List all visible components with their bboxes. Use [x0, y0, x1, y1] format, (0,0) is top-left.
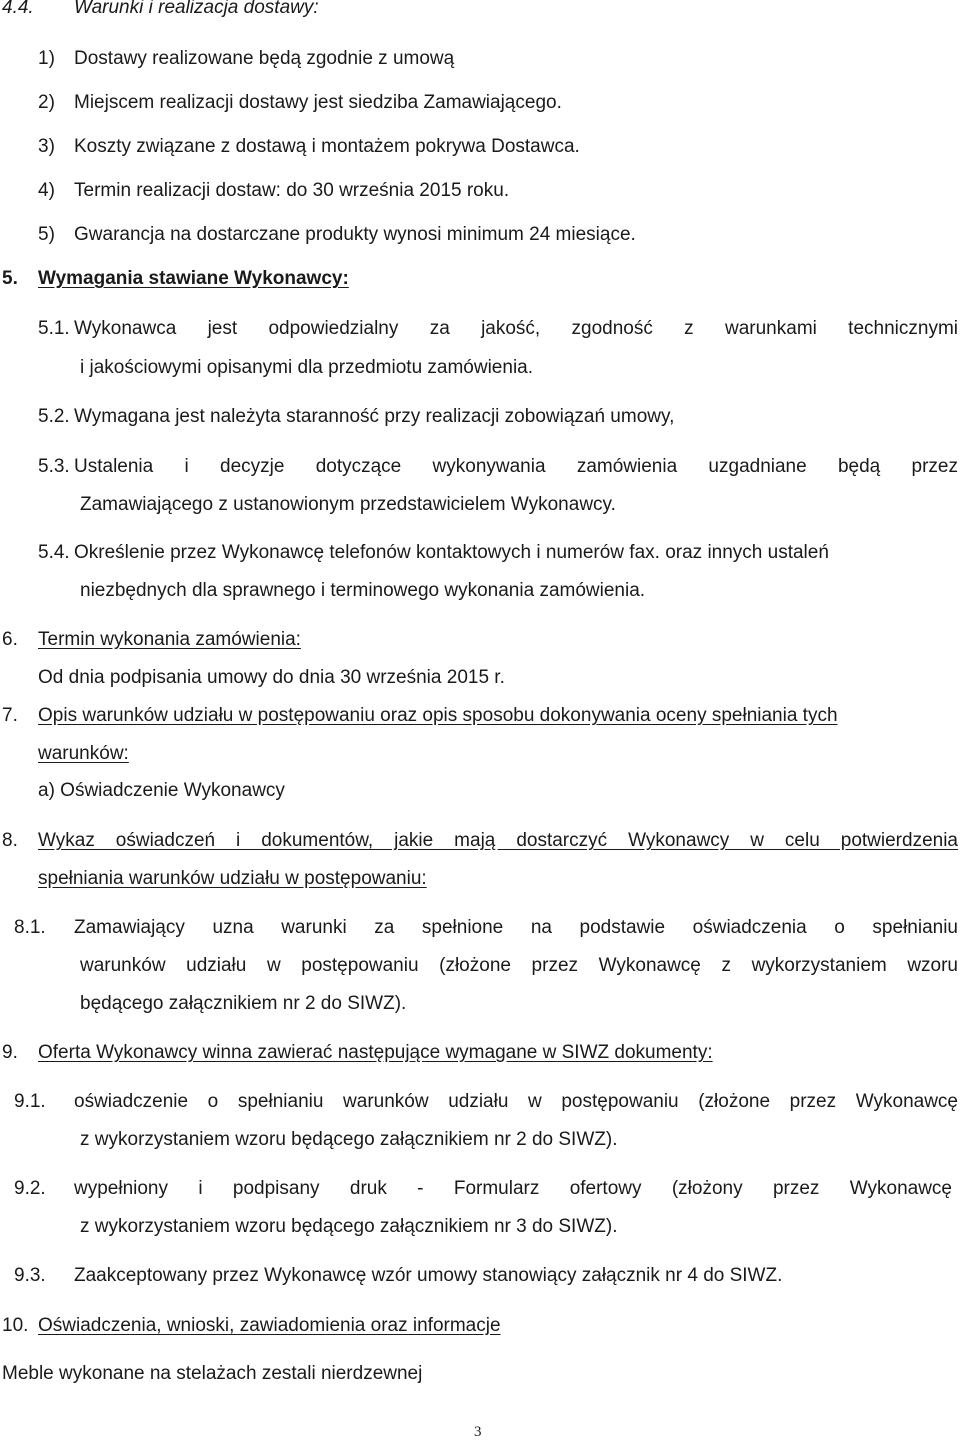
- s9-3-number: 9.3.: [14, 1265, 46, 1286]
- section-8-title-line1: Wykaz oświadczeń i dokumentów, jakie mają dostarczyć Wykonawcy w celu potwierdzenia: [38, 830, 958, 851]
- s5-1-line2: i jakościowymi opisanymi dla przedmiotu zamówienia.: [80, 357, 534, 378]
- section-9-title: Oferta Wykonawcy winna zawierać następujące wymagane w SIWZ dokumenty:: [38, 1042, 713, 1063]
- s5-1-line1: Wykonawca jest odpowiedzialny za jakość, zgodność z warunkami technicznymi: [74, 318, 958, 339]
- list-item: Miejscem realizacji dostawy jest siedziba Zamawiającego.: [74, 92, 562, 113]
- s9-3-line1: Zaakceptowany przez Wykonawcę wzór umowy stanowiący załącznik nr 4 do SIWZ.: [74, 1265, 783, 1286]
- s5-3-line2: Zamawiającego z ustanowionym przedstawicielem Wykonawcy.: [80, 494, 616, 515]
- section-5-number: 5.: [2, 268, 18, 289]
- section-10-title: Oświadczenia, wnioski, zawiadomienia oraz informacje: [38, 1315, 501, 1336]
- s8-1-line1: Zamawiający uzna warunki za spełnione na podstawie oświadczenia o spełnianiu: [74, 917, 958, 938]
- heading-4-4-title: Warunki i realizacja dostawy:: [74, 0, 319, 18]
- section-6-title: Termin wykonania zamówienia:: [38, 629, 301, 650]
- heading-4-4-number: 4.4.: [2, 0, 34, 18]
- s5-3-number: 5.3.: [38, 456, 70, 477]
- s8-1-number: 8.1.: [14, 917, 46, 938]
- s8-1-line3: będącego załącznikiem nr 2 do SIWZ).: [80, 993, 407, 1014]
- section-8-number: 8.: [2, 830, 18, 851]
- section-8-title-line2: spełniania warunków udziału w postępowaniu:: [38, 868, 427, 889]
- s9-2-line1: wypełniony i podpisany druk - Formularz ofertowy (złożony przez Wykonawcę: [74, 1178, 952, 1199]
- closing-text: Meble wykonane na stelażach zestali nierdzewnej: [2, 1363, 423, 1384]
- list-item: Koszty związane z dostawą i montażem pokrywa Dostawca.: [74, 136, 580, 157]
- section-7-number: 7.: [2, 705, 18, 726]
- s5-1-number: 5.1.: [38, 318, 70, 339]
- s9-2-line2: z wykorzystaniem wzoru będącego załącznikiem nr 3 do SIWZ).: [80, 1216, 618, 1237]
- page-number: 3: [474, 1424, 482, 1440]
- s8-1-line2: warunków udziału w postępowaniu (złożone przez Wykonawcę z wykorzystaniem wzoru: [80, 955, 958, 976]
- s9-1-number: 9.1.: [14, 1091, 46, 1112]
- list-item: Termin realizacji dostaw: do 30 września 2015 roku.: [74, 180, 510, 201]
- s5-4-line1: Określenie przez Wykonawcę telefonów kontaktowych i numerów fax. oraz innych ustaleń: [74, 542, 829, 563]
- section-6-number: 6.: [2, 629, 18, 650]
- section-5-title: Wymagania stawiane Wykonawcy:: [38, 268, 349, 289]
- list-item-number: 3): [38, 136, 55, 157]
- section-7-item: a) Oświadczenie Wykonawcy: [38, 780, 285, 801]
- section-7-title-line2: warunków:: [38, 743, 129, 764]
- section-7-title-line1: Opis warunków udziału w postępowaniu oraz opis sposobu dokonywania oceny spełniania tych: [38, 705, 838, 726]
- list-item-number: 4): [38, 180, 55, 201]
- s5-4-number: 5.4.: [38, 542, 70, 563]
- list-item-number: 2): [38, 92, 55, 113]
- s5-2-number: 5.2.: [38, 406, 70, 427]
- s9-2-number: 9.2.: [14, 1178, 46, 1199]
- s5-3-line1: Ustalenia i decyzje dotyczące wykonywania zamówienia uzgadniane będą przez: [74, 456, 958, 477]
- section-10-number: 10.: [2, 1315, 29, 1336]
- list-item: Dostawy realizowane będą zgodnie z umową: [74, 48, 455, 69]
- list-item-number: 5): [38, 224, 55, 245]
- s5-2-line1: Wymagana jest należyta staranność przy realizacji zobowiązań umowy,: [74, 406, 675, 427]
- s9-1-line1: oświadczenie o spełnianiu warunków udziału w postępowaniu (złożone przez Wykonawcę: [74, 1091, 958, 1112]
- list-item-number: 1): [38, 48, 55, 69]
- s5-4-line2: niezbędnych dla sprawnego i terminowego wykonania zamówienia.: [80, 580, 646, 601]
- section-6-body: Od dnia podpisania umowy do dnia 30 września 2015 r.: [38, 667, 505, 688]
- list-item: Gwarancja na dostarczane produkty wynosi minimum 24 miesiące.: [74, 224, 636, 245]
- s9-1-line2: z wykorzystaniem wzoru będącego załącznikiem nr 2 do SIWZ).: [80, 1129, 618, 1150]
- section-9-number: 9.: [2, 1042, 18, 1063]
